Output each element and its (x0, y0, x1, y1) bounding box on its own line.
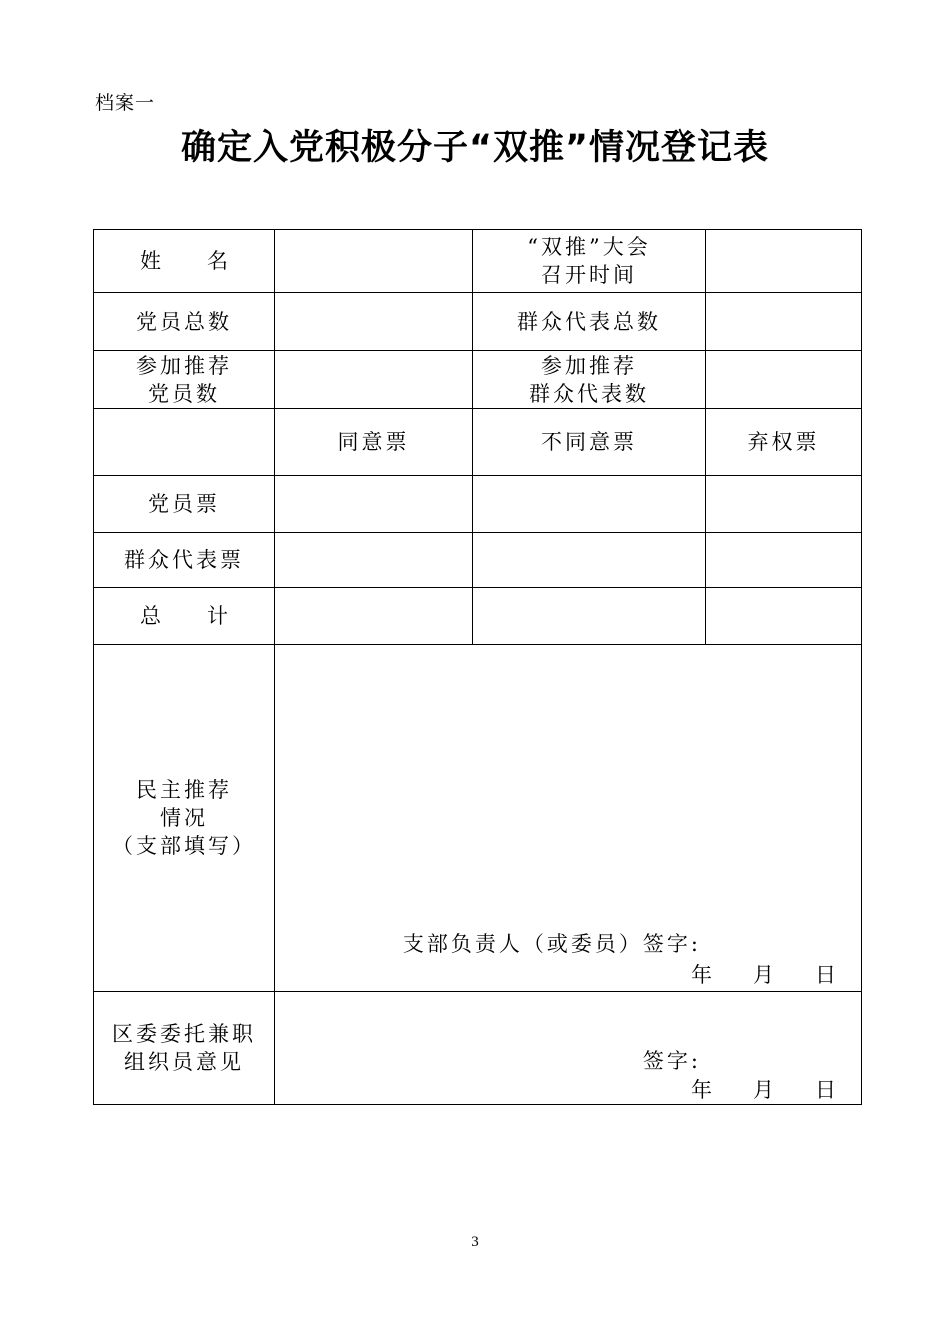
recommend-day: 日 (815, 963, 839, 987)
page-number: 3 (471, 1234, 479, 1250)
name-label-cell (94, 230, 275, 293)
table-row (94, 588, 862, 645)
party-total-label: 党员总数 (94, 293, 275, 351)
party-total-value-cell[interactable] (275, 293, 473, 351)
opinion-date (653, 1076, 839, 1104)
total-disagree-cell[interactable] (473, 588, 706, 645)
opinion-day: 日 (815, 1078, 839, 1102)
masses-join-label-line2: 群众代表数 (529, 381, 649, 406)
recommend-content-cell[interactable] (275, 645, 862, 992)
table-row (94, 533, 862, 588)
opinion-label-line1: 区委委托兼职 (112, 1022, 256, 1046)
document-label: 档案一 (95, 92, 156, 114)
party-join-label-cell (94, 351, 275, 409)
meeting-time-label-line1: “双推”大会 (527, 235, 651, 259)
masses-join-label-cell (473, 351, 706, 409)
party-join-label-line2: 党员数 (148, 381, 220, 406)
name-value-cell[interactable] (275, 230, 473, 293)
recommend-year: 年 (691, 963, 715, 987)
total-agree-cell[interactable] (275, 588, 473, 645)
masses-join-value-cell[interactable] (706, 351, 862, 409)
total-abstain-cell[interactable] (706, 588, 862, 645)
masses-abstain-cell[interactable] (706, 533, 862, 588)
recommend-label-line3: （支部填写） (112, 834, 256, 858)
abstain-header: 弃权票 (706, 409, 862, 476)
recommend-date (653, 961, 839, 989)
masses-votes-label: 群众代表票 (94, 533, 275, 588)
masses-join-label-line1: 参加推荐 (541, 353, 637, 378)
table-row (94, 409, 862, 476)
registration-table (93, 229, 862, 1105)
table-row (94, 992, 862, 1105)
party-votes-label: 党员票 (94, 476, 275, 533)
recommend-sign-label: 支部负责人（或委员）签字: (402, 932, 701, 956)
recommend-month: 月 (753, 963, 777, 987)
opinion-month: 月 (753, 1078, 777, 1102)
masses-agree-cell[interactable] (275, 533, 473, 588)
masses-disagree-cell[interactable] (473, 533, 706, 588)
party-disagree-cell[interactable] (473, 476, 706, 533)
recommend-label-line2: 情况 (160, 806, 208, 830)
table-row (94, 351, 862, 409)
vote-header-empty-cell (94, 409, 275, 476)
opinion-sign-label: 签字: (642, 1049, 701, 1073)
total-label: 总计 (140, 604, 274, 628)
disagree-header: 不同意票 (473, 409, 706, 476)
opinion-label-line2: 组织员意见 (124, 1050, 244, 1074)
name-label: 姓名 (140, 249, 274, 273)
table-row (94, 230, 862, 293)
page-title: 确定入党积极分子“双推”情况登记表 (180, 128, 769, 168)
table-row (94, 293, 862, 351)
recommend-label-line1: 民主推荐 (136, 778, 232, 802)
masses-total-label: 群众代表总数 (473, 293, 706, 351)
recommend-label-cell (94, 645, 275, 992)
agree-header: 同意票 (275, 409, 473, 476)
party-join-value-cell[interactable] (275, 351, 473, 409)
table-row (94, 645, 862, 992)
masses-total-value-cell[interactable] (706, 293, 862, 351)
opinion-label-cell (94, 992, 275, 1105)
meeting-time-label-cell (473, 230, 706, 293)
opinion-content-cell[interactable] (275, 992, 862, 1105)
total-label-cell (94, 588, 275, 645)
party-agree-cell[interactable] (275, 476, 473, 533)
opinion-year: 年 (691, 1078, 715, 1102)
table-row (94, 476, 862, 533)
meeting-time-value-cell[interactable] (706, 230, 862, 293)
meeting-time-label-line2: 召开时间 (541, 263, 637, 287)
party-abstain-cell[interactable] (706, 476, 862, 533)
party-join-label-line1: 参加推荐 (136, 353, 232, 378)
